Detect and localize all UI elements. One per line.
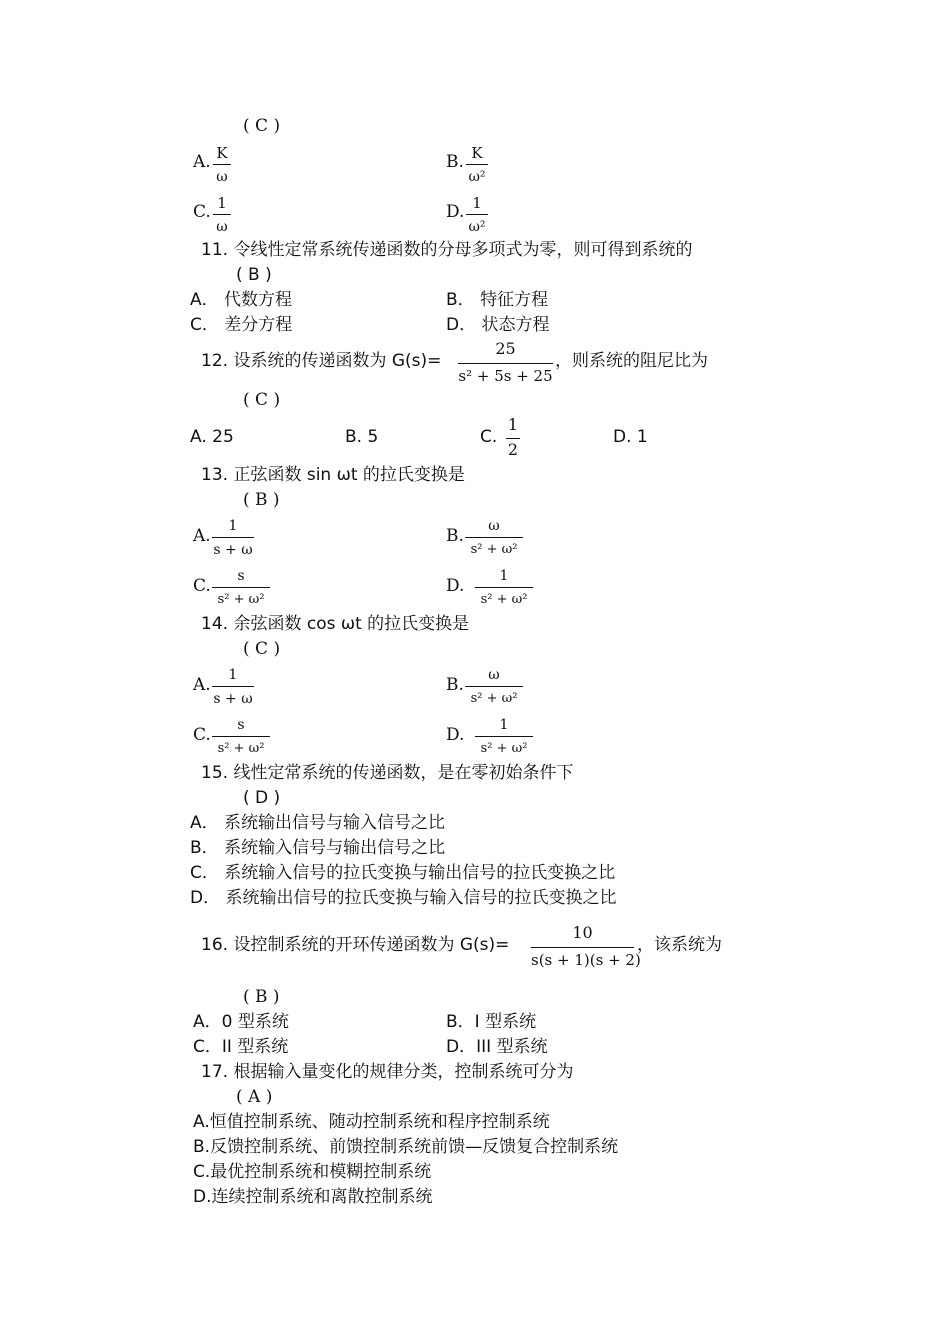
q16-option-d: D．III 型系统 xyxy=(446,1037,548,1057)
q14-option-d-label: D. xyxy=(446,725,465,745)
q16-option-b: B．I 型系统 xyxy=(446,1012,537,1032)
q14-option-b-label: B. xyxy=(446,675,464,695)
q11-stem: 11. 令线性定常系统传递函数的分母多项式为零，则可得到系统的 xyxy=(201,240,693,260)
q12-answer: ( C ) xyxy=(243,390,281,410)
q17-option-d: D.连续控制系统和离散控制系统 xyxy=(193,1187,433,1207)
q13-option-c-fraction: s s² + ω² xyxy=(212,569,270,609)
q13-answer: ( B ) xyxy=(243,490,280,510)
q13-option-a-fraction: 1 s + ω xyxy=(213,518,253,558)
q15-stem: 15. 线性定常系统的传递函数，是在零初始条件下 xyxy=(201,763,574,783)
q13-option-b-fraction: ω s² + ω² xyxy=(465,519,523,559)
q16-stem-pre: 16. 设控制系统的开环传递函数为 G(s)= xyxy=(201,935,510,955)
q10-option-a-fraction: K ω xyxy=(213,146,231,186)
q10-option-d-fraction: 1 ω² xyxy=(466,196,488,236)
q12-stem-post: ，则系统的阻尼比为 xyxy=(555,351,708,371)
q14-option-d-fraction: 1 s² + ω² xyxy=(475,718,533,758)
q11-answer: ( B ) xyxy=(236,265,272,285)
q13-option-d-label: D. xyxy=(446,576,465,596)
q14-option-c-label: C. xyxy=(193,725,211,745)
q16-option-c: C．II 型系统 xyxy=(193,1037,289,1057)
q11-option-b: B． 特征方程 xyxy=(446,290,549,310)
q10-answer: ( C ) xyxy=(243,116,281,136)
q15-option-c: C． 系统输入信号的拉氏变换与输出信号的拉氏变换之比 xyxy=(190,863,616,883)
q11-option-c: C． 差分方程 xyxy=(190,315,293,335)
q14-answer: ( C ) xyxy=(243,639,281,659)
q13-option-b-label: B. xyxy=(446,526,464,546)
q13-option-d-fraction: 1 s² + ω² xyxy=(475,569,533,609)
q11-option-d: D． 状态方程 xyxy=(446,315,550,335)
q12-option-c-fraction: 1 2 xyxy=(507,415,519,459)
q12-option-b: B. 5 xyxy=(345,427,379,447)
q16-transfer-fraction: 10 s(s + 1)(s + 2) xyxy=(531,923,641,969)
q14-stem: 14. 余弦函数 cos ωt 的拉氏变换是 xyxy=(201,614,470,634)
q17-option-a: A.恒值控制系统、随动控制系统和程序控制系统 xyxy=(193,1112,550,1132)
q10-option-c-label: C. xyxy=(193,202,211,222)
q17-option-c: C.最优控制系统和模糊控制系统 xyxy=(193,1162,432,1182)
q13-stem: 13. 正弦函数 sin ωt 的拉氏变换是 xyxy=(201,465,465,485)
q12-transfer-fraction: 25 s² + 5s + 25 xyxy=(458,339,553,385)
q12-stem-pre: 12. 设系统的传递函数为 G(s)= xyxy=(201,351,442,371)
q17-answer: ( A ) xyxy=(236,1087,273,1107)
q10-option-d-label: D. xyxy=(446,202,465,222)
q15-option-d: D． 系统输出信号的拉氏变换与输入信号的拉氏变换之比 xyxy=(190,888,617,908)
q16-stem-post: ，该系统为 xyxy=(637,935,722,955)
q15-option-a: A． 系统输出信号与输入信号之比 xyxy=(190,813,446,833)
q14-option-a-label: A. xyxy=(193,675,211,695)
q12-option-a: A. 25 xyxy=(190,427,234,447)
q12-option-c-label: C. xyxy=(480,427,498,447)
q15-option-b: B． 系统输入信号与输出信号之比 xyxy=(190,838,446,858)
q16-option-a: A．0 型系统 xyxy=(193,1012,289,1032)
q14-option-c-fraction: s s² + ω² xyxy=(212,718,270,758)
q11-option-a: A． 代数方程 xyxy=(190,290,293,310)
q10-option-b-label: B. xyxy=(446,152,464,172)
q16-answer: ( B ) xyxy=(243,987,280,1007)
q13-option-a-label: A. xyxy=(193,526,211,546)
q14-option-a-fraction: 1 s + ω xyxy=(213,667,253,707)
q10-option-a-label: A. xyxy=(193,152,211,172)
q14-option-b-fraction: ω s² + ω² xyxy=(465,668,523,708)
q17-option-b: B.反馈控制系统、前馈控制系统前馈—反馈复合控制系统 xyxy=(193,1137,619,1157)
q17-stem: 17. 根据输入量变化的规律分类，控制系统可分为 xyxy=(201,1062,574,1082)
q12-option-d: D. 1 xyxy=(613,427,648,447)
q15-answer: ( D ) xyxy=(243,788,281,808)
q10-option-b-fraction: K ω² xyxy=(466,146,488,186)
q10-option-c-fraction: 1 ω xyxy=(213,196,231,236)
q13-option-c-label: C. xyxy=(193,576,211,596)
